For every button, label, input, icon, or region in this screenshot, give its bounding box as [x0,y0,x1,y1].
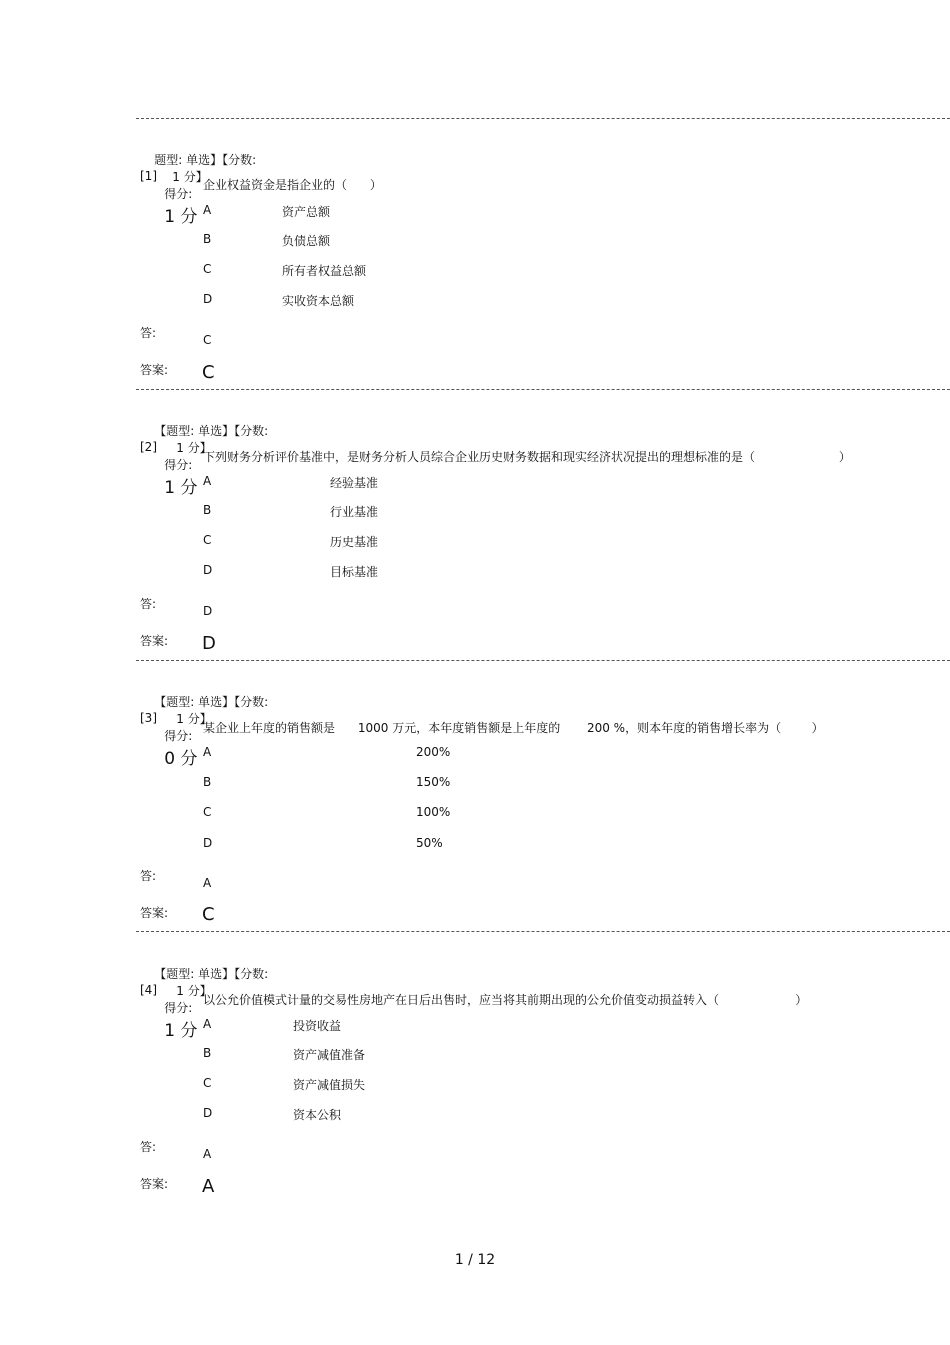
score-label: 得分: [164,458,193,472]
score-value: 1 分 [164,207,198,227]
answer-value: A [203,876,212,890]
question-number: [4] [140,983,157,997]
type-and-points-label: 【题型: 单选】【分数: [154,695,269,709]
option-letter: C [203,533,212,547]
option-letter: B [203,775,212,789]
option-text: 行业基准 [330,505,379,519]
answer-value: A [203,1147,212,1161]
option-text: 150% [416,775,451,789]
answer-label: 答: [140,869,157,883]
option-text: 历史基准 [330,535,379,549]
question-stem: 以公允价值模式计量的交易性房地产在日后出售时，应当将其前期出现的公允价值变动损益转入（ ） [203,993,808,1007]
page-number: 1 / 12 [454,1252,496,1268]
option-letter: B [203,232,212,246]
type-and-points-label: 【题型: 单选】【分数: [154,967,269,981]
answer-label: 答: [140,597,157,611]
correct-answer-value: C [202,362,215,383]
question-stem: 某企业上年度的销售额是 1000 万元，本年度销售额是上年度的 200 %，则本年度的销售增长率为（ ） [203,721,824,735]
option-text: 实收资本总额 [282,294,355,308]
question-divider [136,931,950,932]
answer-value: D [203,604,213,618]
correct-answer-value: A [202,1176,215,1197]
answer-label: 答: [140,1140,157,1154]
type-and-points-label: 【题型: 单选】【分数: [154,424,269,438]
option-letter: D [203,1106,213,1120]
score-value: 1 分 [164,1021,198,1041]
option-text: 资产总额 [282,205,331,219]
points-value: 1 分】 [176,984,212,998]
option-text: 目标基准 [330,565,379,579]
option-text: 投资收益 [293,1019,342,1033]
option-letter: C [203,262,212,276]
option-letter: A [203,745,212,759]
score-value: 1 分 [164,478,198,498]
question-number: [2] [140,440,157,454]
correct-answer-label: 答案: [140,1177,169,1191]
correct-answer-label: 答案: [140,363,169,377]
score-label: 得分: [164,187,193,201]
score-value: 0 分 [164,749,198,769]
option-letter: D [203,836,213,850]
option-text: 经验基准 [330,476,379,490]
option-letter: A [203,203,212,217]
correct-answer-value: C [202,904,215,925]
option-text: 资本公积 [293,1108,342,1122]
correct-answer-label: 答案: [140,634,169,648]
option-letter: A [203,1017,212,1031]
type-and-points-label: 题型: 单选】【分数: [154,153,257,167]
option-letter: D [203,292,213,306]
answer-label: 答: [140,326,157,340]
option-letter: C [203,805,212,819]
option-text: 负债总额 [282,234,331,248]
question-stem: 企业权益资金是指企业的（ ） [203,178,382,192]
points-value: 1 分】 [172,170,208,184]
points-value: 1 分】 [176,441,212,455]
question-divider [136,660,950,661]
score-label: 得分: [164,729,193,743]
option-letter: A [203,474,212,488]
correct-answer-label: 答案: [140,906,169,920]
option-text: 资产减值损失 [293,1078,366,1092]
option-text: 50% [416,836,443,850]
answer-value: C [203,333,212,347]
option-text: 200% [416,745,451,759]
option-text: 100% [416,805,451,819]
question-divider [136,389,950,390]
option-text: 所有者权益总额 [282,264,367,278]
option-letter: B [203,503,212,517]
correct-answer-value: D [202,633,216,654]
question-number: [1] [140,169,157,183]
score-label: 得分: [164,1001,193,1015]
question-stem: 下列财务分析评价基准中，是财务分析人员综合企业历史财务数据和现实经济状况提出的理想标准的是（ ） [203,450,851,464]
question-number: [3] [140,711,157,725]
points-value: 1 分】 [176,712,212,726]
option-letter: B [203,1046,212,1060]
option-letter: D [203,563,213,577]
option-letter: C [203,1076,212,1090]
option-text: 资产减值准备 [293,1048,366,1062]
question-divider [136,118,950,119]
